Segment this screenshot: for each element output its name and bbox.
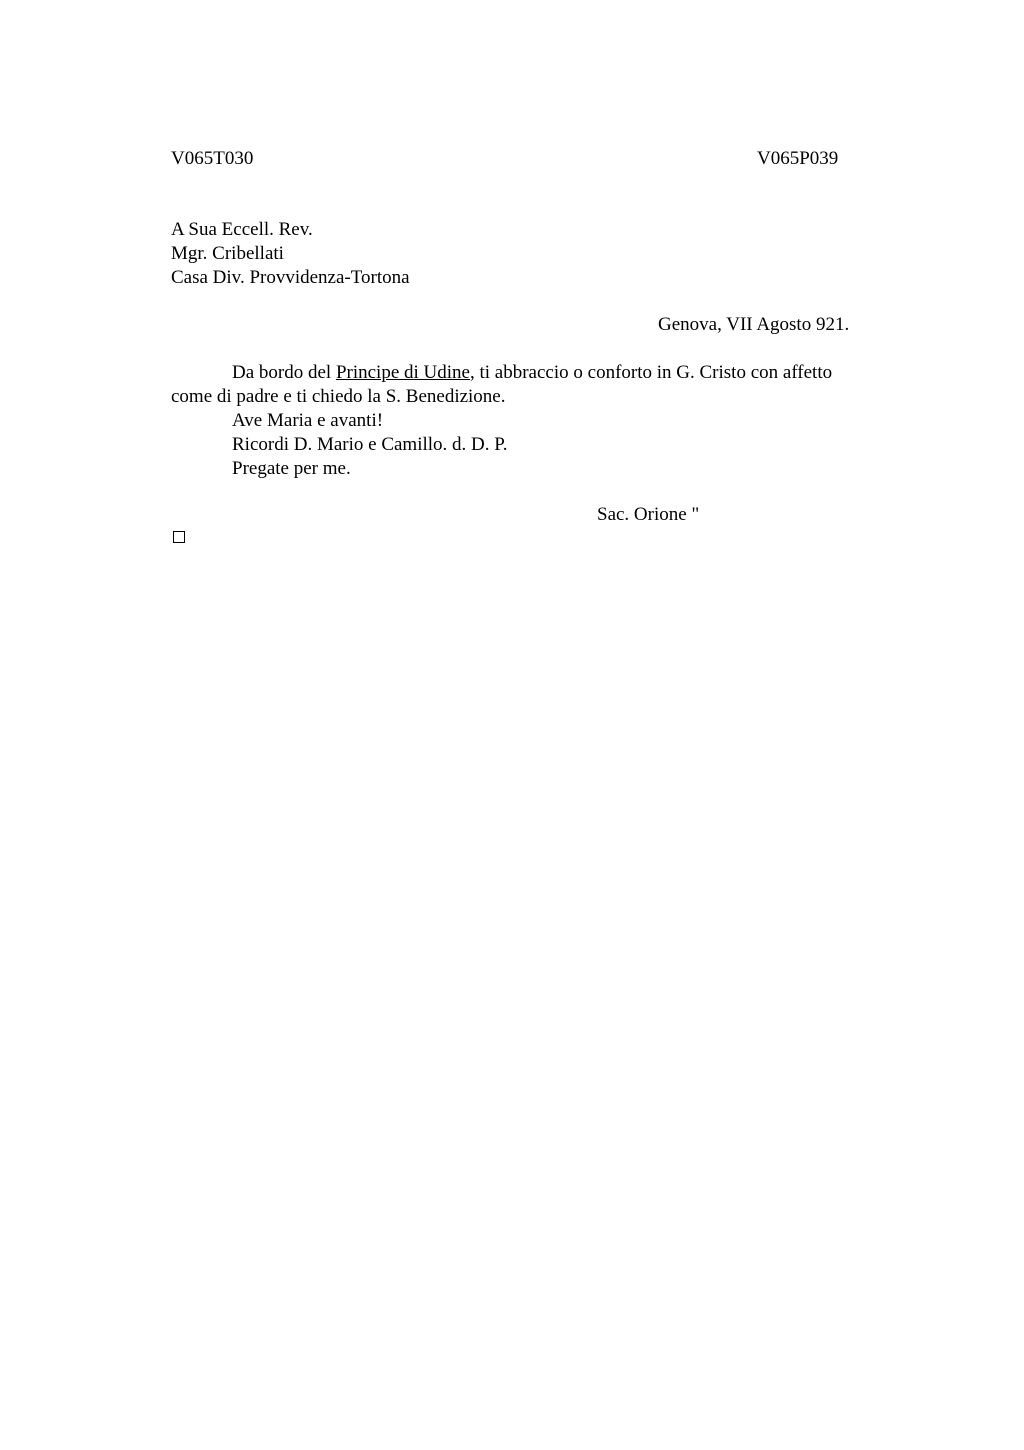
address-line-2: Mgr. Cribellati bbox=[171, 243, 284, 264]
address-line-3: Casa Div. Provvidenza-Tortona bbox=[171, 267, 410, 288]
letter-body bbox=[171, 361, 891, 481]
address-line-1: A Sua Eccell. Rev. bbox=[171, 219, 313, 240]
letter-line-ricordi: Ricordi D. Mario e Camillo. d. D. P. bbox=[232, 434, 508, 455]
para1-text-before: Da bordo del bbox=[232, 362, 336, 383]
letter-signature: Sac. Orione " bbox=[597, 504, 700, 525]
letter-date: Genova, VII Agosto 921. bbox=[658, 314, 850, 335]
letter-paragraph-1-continuation: come di padre e ti chiedo la S. Benedizione. bbox=[171, 386, 506, 407]
letter-paragraph-1 bbox=[171, 361, 891, 385]
ship-name: Principe di Udine bbox=[335, 362, 470, 383]
document-code-right: V065P039 bbox=[757, 148, 839, 169]
document-code-left: V065T030 bbox=[171, 148, 254, 169]
para1-text-after: , ti abbraccio o conforto in G. Cristo con affetto bbox=[469, 362, 833, 383]
recipient-address bbox=[171, 218, 410, 290]
empty-square-icon bbox=[173, 531, 185, 543]
letter-line-ave-maria: Ave Maria e avanti! bbox=[232, 410, 384, 431]
letter-line-pregate: Pregate per me. bbox=[232, 458, 351, 479]
